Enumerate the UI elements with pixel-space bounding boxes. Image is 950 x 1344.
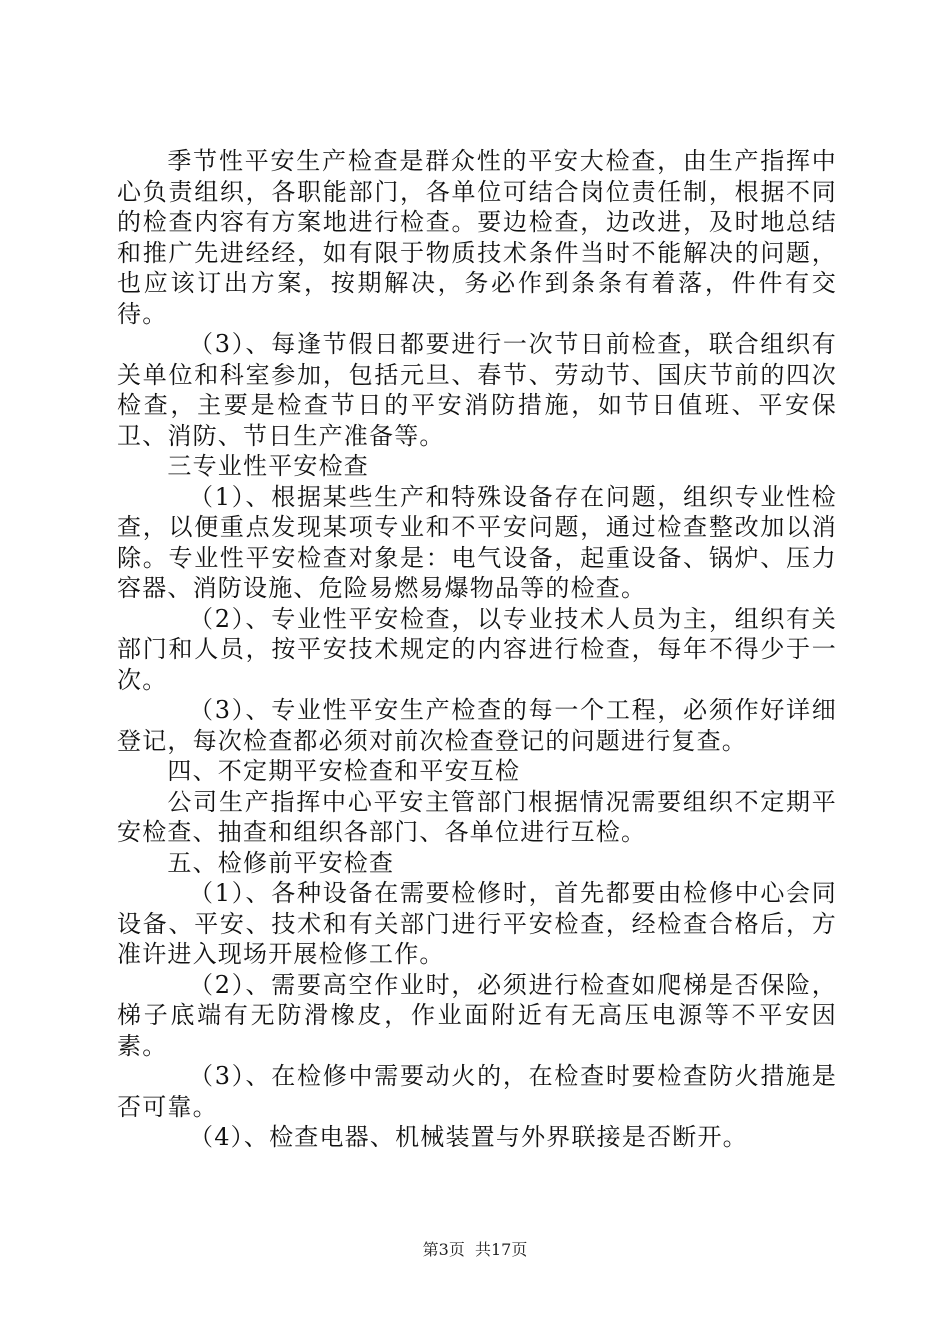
page-footer [0,1240,950,1260]
paragraph-seasonal-check: 季节性平安生产检查是群众性的平安大检查，由生产指挥中心负责组织，各职能部门，各单位可结合岗位责任制，根据不同的检查内容有方案地进行检查。要边检查，边改进，及时地总结和推广先进经经，如有限于物质技术条件当时不能解决的问题，也应该订出方案，按期解决，务必作到条条有着落，件件有交待。 [117,147,837,328]
section-heading-pre-maintenance-check: 五、检修前平安检查 [167,848,395,877]
section-heading-irregular-check: 四、不定期平安检查和平安互检 [167,757,521,785]
paragraph-holiday-check: （3）、每逢节假日都要进行一次节日前检查，联合组织有关单位和科室参加，包括元旦、春节、劳动节、国庆节前的四次检查，主要是检查节日的平安消防措施，如节日值班、平安保卫、消防、节日生产准备等。 [117,330,837,450]
paragraph-irregular-check: 公司生产指挥中心平安主管部门根据情况需要组织不定期平安检查、抽查和组织各部门、各单位进行互检。 [117,787,837,846]
paragraph-maintenance-3: （3）、在检修中需要动火的，在检查时要检查防火措施是否可靠。 [117,1062,837,1121]
document-body [117,146,837,1153]
paragraph-professional-2: （2）、专业性平安检查，以专业技术人员为主，组织有关部门和人员，按平安技术规定的内容进行检查，每年不得少于一次。 [117,604,837,694]
paragraph-maintenance-2: （2）、需要高空作业时，必须进行检查如爬梯是否保险，梯子底端有无防滑橡皮，作业面附近有无高压电源等不平安因素。 [117,970,837,1060]
paragraph-professional-1: （1）、根据某些生产和特殊设备存在问题，组织专业性检查，以便重点发现某项专业和不平安问题，通过检查整改加以消除。专业性平安检查对象是：电气设备，起重设备、锅炉、压力容器、消防设施、危险易燃易爆物品等的检查。 [117,482,837,602]
paragraph-maintenance-4: （4）、检查电器、机械装置与外界联接是否断开。 [189,1123,748,1151]
page-number-label: 第3页 共17页 [422,1240,528,1259]
paragraph-maintenance-1: （1）、各种设备在需要检修时，首先都要由检修中心会同设备、平安、技术和有关部门进行平安检查，经检查合格后，方准许进入现场开展检修工作。 [117,879,837,968]
section-heading-professional-check: 三专业性平安检查 [167,452,369,480]
paragraph-professional-3: （3）、专业性平安生产检查的每一个工程，必须作好详细登记，每次检查都必须对前次检查登记的问题进行复查。 [117,696,837,755]
